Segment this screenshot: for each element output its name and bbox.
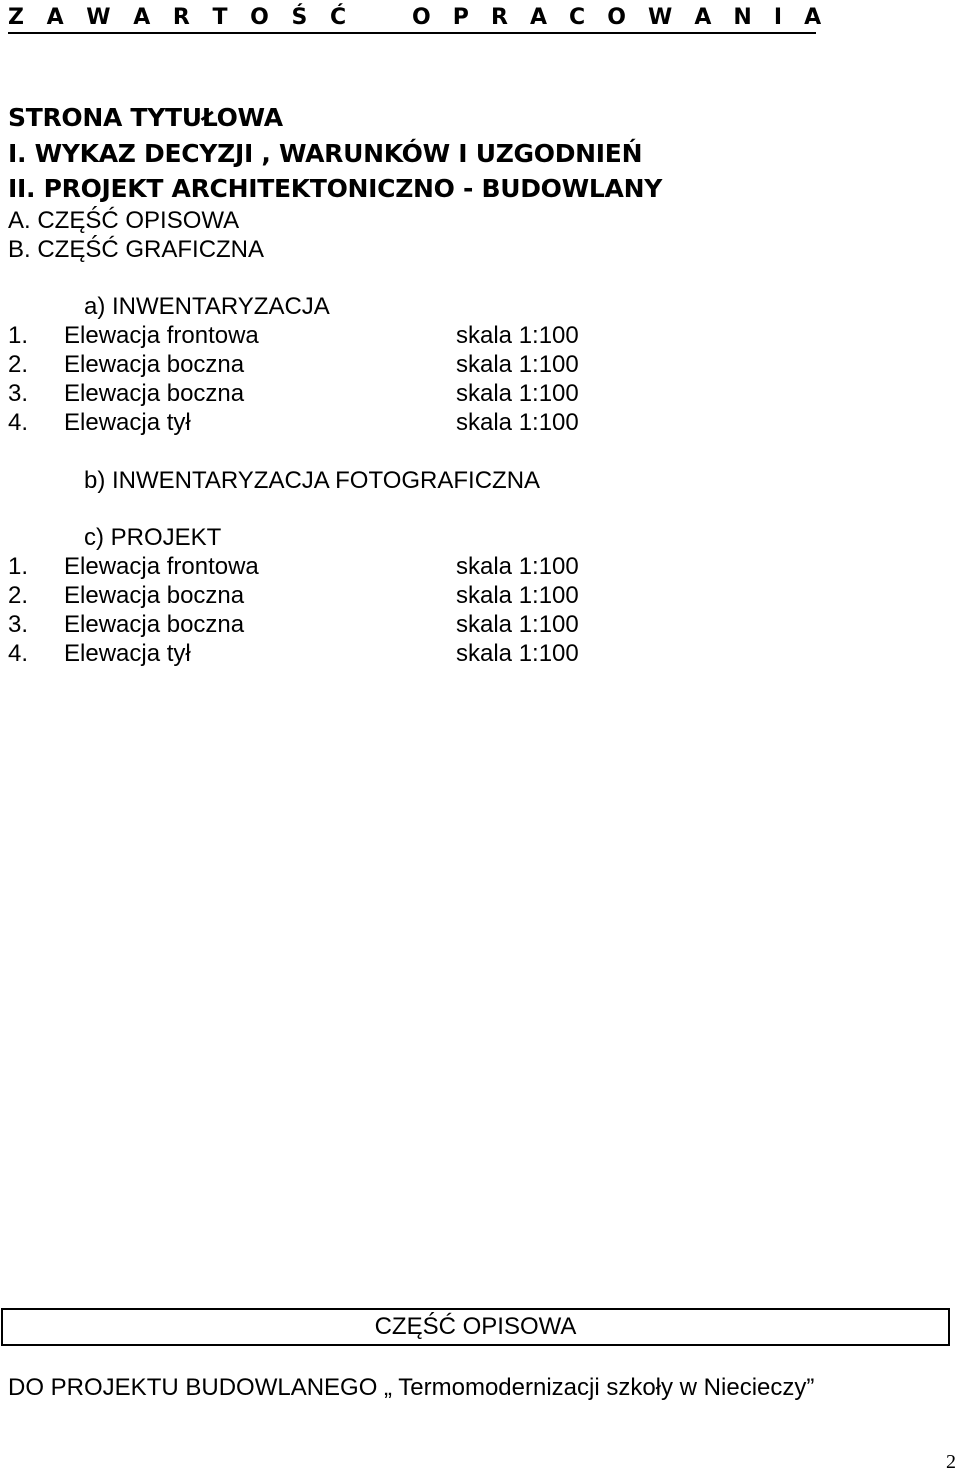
page-number: 2 <box>946 1451 956 1473</box>
list-item-name: Elewacja boczna <box>64 380 245 407</box>
list-item-scale: skala 1:100 <box>456 322 579 349</box>
graphic-part-entry: B. CZĘŚĆ GRAFICZNA <box>8 236 265 263</box>
list-item-number: 4. <box>8 640 29 667</box>
list-item-number: 3. <box>8 611 29 638</box>
list-item-name: Elewacja tył <box>64 640 191 667</box>
list-item-number: 1. <box>8 322 29 349</box>
list-item-number: 2. <box>8 582 29 609</box>
list-item-scale: skala 1:100 <box>456 380 579 407</box>
list-item-number: 3. <box>8 380 29 407</box>
list-item-name: Elewacja boczna <box>64 611 245 638</box>
contents-heading <box>8 4 829 34</box>
heading-word-study: O P R A C O W A N I A <box>412 5 829 30</box>
list-item-scale: skala 1:100 <box>456 351 579 378</box>
list-item-scale: skala 1:100 <box>456 409 579 436</box>
title-page-entry: STRONA TYTUŁOWA <box>8 103 283 132</box>
architectural-project-entry: II. PROJEKT ARCHITEKTONICZNO - BUDOWLANY <box>8 174 663 203</box>
list-item-scale: skala 1:100 <box>456 582 579 609</box>
project-section-title: c) PROJEKT <box>84 524 222 551</box>
list-item-number: 2. <box>8 351 29 378</box>
project-description-line: DO PROJEKTU BUDOWLANEGO „ Termomodernizacji szkoły w Niecieczy” <box>8 1374 815 1401</box>
photo-inventory-section-title: b) INWENTARYZACJA FOTOGRAFICZNA <box>84 467 541 494</box>
inventory-section-title: a) INWENTARYZACJA <box>84 293 330 320</box>
descriptive-part-banner: CZĘŚĆ OPISOWA <box>1 1308 950 1346</box>
heading-word-contents: Z A W A R T O Ś Ć <box>8 5 354 30</box>
list-item-name: Elewacja tył <box>64 409 191 436</box>
decisions-list-entry: I. WYKAZ DECYZJI , WARUNKÓW I UZGODNIEŃ <box>8 139 643 168</box>
list-item-scale: skala 1:100 <box>456 553 579 580</box>
list-item-name: Elewacja boczna <box>64 351 245 378</box>
list-item-name: Elewacja frontowa <box>64 322 259 349</box>
list-item-number: 4. <box>8 409 29 436</box>
list-item-number: 1. <box>8 553 29 580</box>
list-item-scale: skala 1:100 <box>456 640 579 667</box>
list-item-name: Elewacja boczna <box>64 582 245 609</box>
list-item-scale: skala 1:100 <box>456 611 579 638</box>
descriptive-part-entry: A. CZĘŚĆ OPISOWA <box>8 207 240 234</box>
list-item-name: Elewacja frontowa <box>64 553 259 580</box>
